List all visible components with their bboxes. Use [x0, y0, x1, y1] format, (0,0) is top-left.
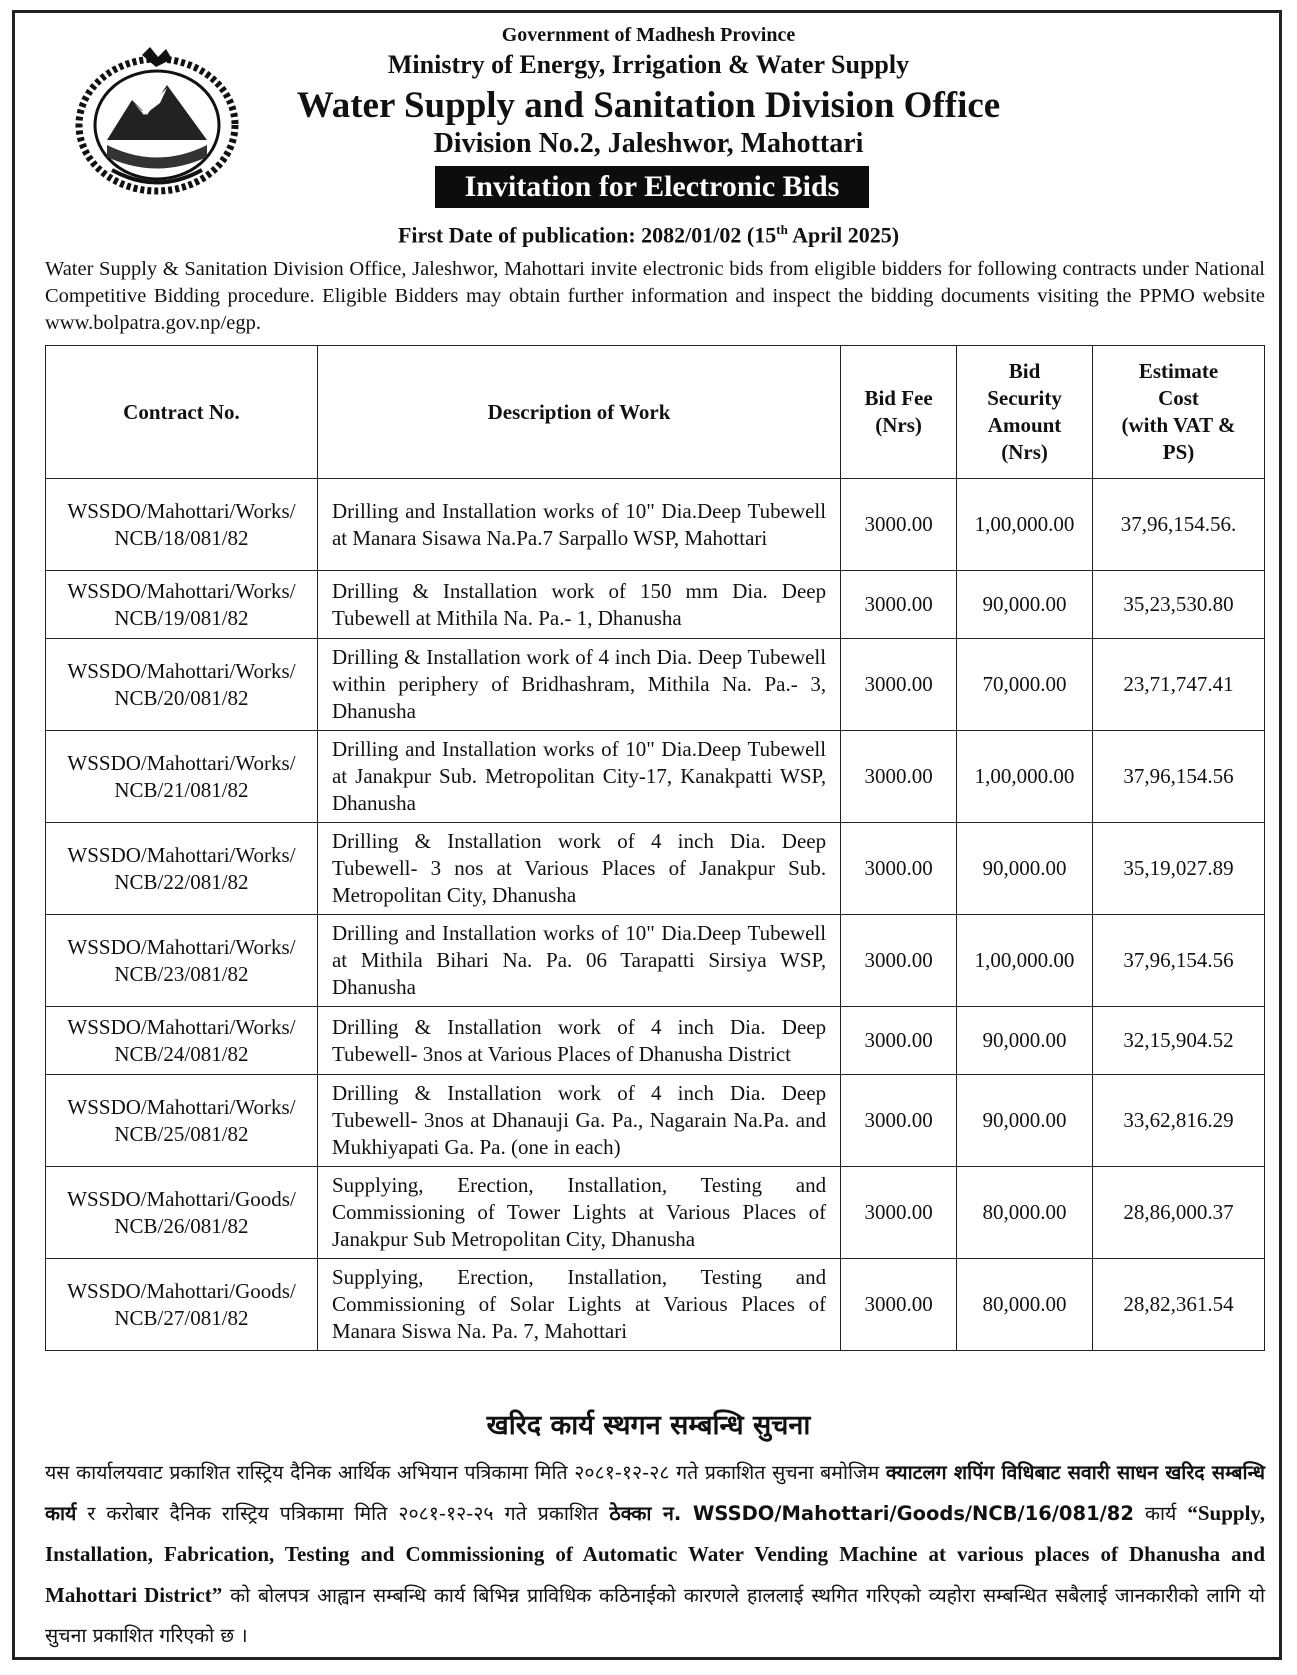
office-title: Water Supply and Sanitation Division Office [296, 85, 1001, 126]
bids-table [45, 345, 1265, 1351]
table-row [46, 823, 1265, 915]
bid-fee: 3000.00 [841, 639, 957, 731]
notice-body: यस कार्यालयवाट प्रकाशित रास्ट्रिय दैनिक आर्थिक अभियान पत्रिकामा मिति २०८१-१२-२८ गते प्रकाशित सुचना बमोजिम क्याटलग शपिंग विधिबाट सवारी साधन खरिद सम्बन्धि कार्य र करोबार दैनिक रास्ट्रिय पत्रिकामा मिति २०८१-१२-२५ गते प्रकाशित ठेक्का न. WSSDO/Mahottari/Goods/NCB/16/081/82 कार्य “Supply, Installation, Fabrication, Testing and Commissioning of Automatic Water Vending Machine at various places of Dhanusha and Mahottari District” को बोलपत्र आह्वान सम्बन्धि कार्य बिभिन्न प्राविधिक कठिनाईको कारणले हाललाई स्थगित गरिएको व्यहोरा सम्बन्धित सबैलाई जानकारीको लागि यो सुचना प्रकाशित गरिएको छ । [45, 1461, 1266, 1647]
work-description: Supplying, Erection, Installation, Testing and Commissioning of Solar Lights at Various Places of Manara Siswa Na. Pa. 7, Mahottari [317, 1259, 840, 1351]
bid-fee: 3000.00 [841, 479, 957, 571]
bid-fee: 3000.00 [841, 1007, 957, 1075]
government-line: Government of Madhesh Province [501, 24, 796, 46]
work-description: Drilling & Installation work of 4 inch Dia. Deep Tubewell- 3nos at Various Places of Dhanusha District [317, 1007, 840, 1075]
bid-fee: 3000.00 [841, 1075, 957, 1167]
table-row [46, 731, 1265, 823]
table-row [46, 1167, 1265, 1259]
bid-fee: 3000.00 [841, 823, 957, 915]
table-row [46, 1007, 1265, 1075]
bid-security: 70,000.00 [957, 639, 1093, 731]
bid-security: 90,000.00 [957, 571, 1093, 639]
work-description: Drilling & Installation work of 150 mm Dia. Deep Tubewell at Mithila Na. Pa.- 1, Dhanusha [317, 571, 840, 639]
estimate-cost: 37,96,154.56. [1093, 479, 1265, 571]
header-contract: Contract No. [46, 346, 318, 479]
estimate-cost: 37,96,154.56 [1093, 731, 1265, 823]
bid-security: 80,000.00 [957, 1259, 1093, 1351]
work-description: Drilling & Installation work of 4 inch Dia. Deep Tubewell- 3 nos at Various Places of Janakpur Sub. Metropolitan City, Dhanusha [317, 823, 840, 915]
notice-title: खरिद कार्य स्थगन सम्बन्धि सुचना [486, 1410, 811, 1441]
contract-no: WSSDO/Mahottari/Works/ NCB/24/081/82 [46, 1007, 318, 1075]
estimate-cost: 32,15,904.52 [1093, 1007, 1265, 1075]
work-description: Drilling and Installation works of 10" Dia.Deep Tubewell at Manara Sisawa Na.Pa.7 Sarpallo WSP, Mahottari [317, 479, 840, 571]
contract-no: WSSDO/Mahottari/Works/ NCB/18/081/82 [46, 479, 318, 571]
bid-fee: 3000.00 [841, 1259, 957, 1351]
header-description: Description of Work [317, 346, 840, 479]
header-bid-security: Bid Security Amount (Nrs) [957, 346, 1093, 479]
contract-no: WSSDO/Mahottari/Works/ NCB/21/081/82 [46, 731, 318, 823]
bid-security: 1,00,000.00 [957, 731, 1093, 823]
intro-paragraph: Water Supply & Sanitation Division Office, Jaleshwor, Mahottari invite electronic bids from eligible bidders for following contracts under National Competitive Bidding procedure. Eligible Bidders may obtain further information and inspect the bidding documents visiting the PPMO website www.bolpatra.gov.np/egp. [45, 258, 1265, 334]
contract-no: WSSDO/Mahottari/Works/ NCB/22/081/82 [46, 823, 318, 915]
bid-security: 90,000.00 [957, 1007, 1093, 1075]
contract-no: WSSDO/Mahottari/Works/ NCB/25/081/82 [46, 1075, 318, 1167]
bid-fee: 3000.00 [841, 1167, 957, 1259]
estimate-cost: 35,23,530.80 [1093, 571, 1265, 639]
estimate-cost: 33,62,816.29 [1093, 1075, 1265, 1167]
estimate-cost: 23,71,747.41 [1093, 639, 1265, 731]
table-header-row [46, 346, 1265, 479]
work-description: Drilling & Installation work of 4 inch Dia. Deep Tubewell- 3nos at Dhanauji Ga. Pa., Nagarain Na.Pa. and Mukhiyapati Ga. Pa. (one in each) [317, 1075, 840, 1167]
contract-no: WSSDO/Mahottari/Goods/ NCB/26/081/82 [46, 1167, 318, 1259]
table-row [46, 571, 1265, 639]
bid-fee: 3000.00 [841, 571, 957, 639]
table-row [46, 1075, 1265, 1167]
estimate-cost: 35,19,027.89 [1093, 823, 1265, 915]
estimate-cost: 28,86,000.37 [1093, 1167, 1265, 1259]
invitation-banner: Invitation for Electronic Bids [435, 166, 869, 208]
bid-fee: 3000.00 [841, 731, 957, 823]
header-estimate-cost: Estimate Cost (with VAT & PS) [1093, 346, 1265, 479]
bid-security: 1,00,000.00 [957, 479, 1093, 571]
ministry-line: Ministry of Energy, Irrigation & Water Supply [387, 50, 910, 79]
publication-date: First Date of publication: 2082/01/02 (15th April 2025) [397, 222, 900, 248]
bid-security: 90,000.00 [957, 1075, 1093, 1167]
table-row [46, 479, 1265, 571]
estimate-cost: 37,96,154.56 [1093, 915, 1265, 1007]
contract-no: WSSDO/Mahottari/Works/ NCB/23/081/82 [46, 915, 318, 1007]
header-bid-fee: Bid Fee (Nrs) [841, 346, 957, 479]
table-row [46, 915, 1265, 1007]
contract-no: WSSDO/Mahottari/Goods/ NCB/27/081/82 [46, 1259, 318, 1351]
table-row [46, 639, 1265, 731]
contract-no: WSSDO/Mahottari/Works/ NCB/19/081/82 [46, 571, 318, 639]
bid-security: 1,00,000.00 [957, 915, 1093, 1007]
bid-security: 90,000.00 [957, 823, 1093, 915]
bid-fee: 3000.00 [841, 915, 957, 1007]
division-line: Division No.2, Jaleshwor, Mahottari [433, 128, 864, 159]
table-row [46, 1259, 1265, 1351]
estimate-cost: 28,82,361.54 [1093, 1259, 1265, 1351]
work-description: Drilling and Installation works of 10" Dia.Deep Tubewell at Janakpur Sub. Metropolitan City-17, Kanakpatti WSP, Dhanusha [317, 731, 840, 823]
contract-no: WSSDO/Mahottari/Works/ NCB/20/081/82 [46, 639, 318, 731]
work-description: Supplying, Erection, Installation, Testing and Commissioning of Tower Lights at Various Places of Janakpur Sub Metropolitan City, Dhanusha [317, 1167, 840, 1259]
work-description: Drilling and Installation works of 10" Dia.Deep Tubewell at Mithila Bihari Na. Pa. 06 Tarapatti Sirsiya WSP, Dhanusha [317, 915, 840, 1007]
work-description: Drilling & Installation work of 4 inch Dia. Deep Tubewell within periphery of Bridhashram, Mithila Na. Pa.- 3, Dhanusha [317, 639, 840, 731]
bid-security: 80,000.00 [957, 1167, 1093, 1259]
